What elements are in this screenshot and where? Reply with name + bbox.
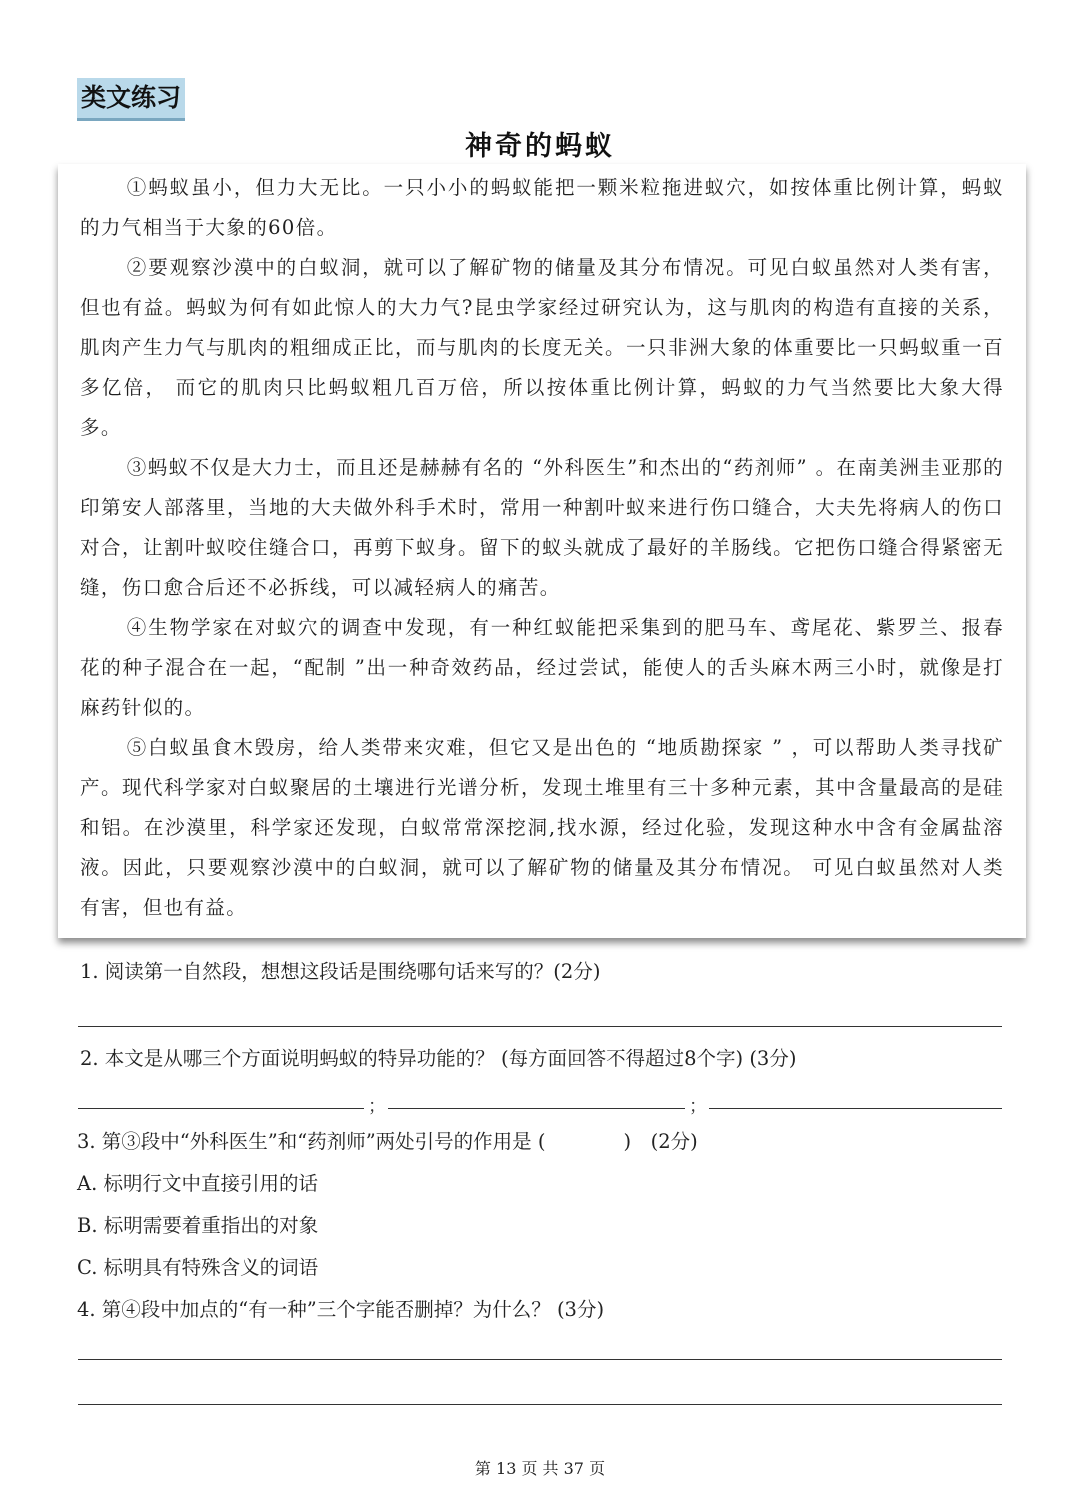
page-number-footer: 第 13 页 共 37 页 <box>474 1459 606 1478</box>
paragraph-4: ④生物学家在对蚁穴的调查中发现，有一种红蚁能把采集到的肥马车、鸢尾花、紫罗兰、报春花的种子混合在一起，“配制 ”出一种奇效药品，经过尝试，能使人的舌头麻木两三小时，就像是打麻药针似的。 <box>80 616 1004 719</box>
section-tag: 类文练习 <box>77 78 185 121</box>
question-1: 1. 阅读第一自然段，想想这段话是围绕哪句话来写的？(2分) <box>80 960 601 983</box>
passage-box <box>58 164 1026 938</box>
paragraph-2: ②要观察沙漠中的白蚁洞，就可以了解矿物的储量及其分布情况。可见白蚁虽然对人类有害，但也有益。蚂蚁为何有如此惊人的大力气?昆虫学家经过研究认为，这与肌肉的构造有直接的关系，肌肉产生力气与肌肉的粗细成正比，而与肌肉的长度无关。一只非洲大象的体重要比一只蚂蚁重一百多亿倍， 而它的肌肉只比蚂蚁粗几百万倍，所以按体重比例计算，蚂蚁的力气当然要比大象大得多。 <box>80 256 1004 439</box>
passage-title: 神奇的蚂蚁 <box>465 131 615 162</box>
answer-line-4a[interactable] <box>78 1359 1002 1360</box>
paragraph-5: ⑤白蚁虽食木毁房，给人类带来灾难，但它又是出色的 “地质勘探家 ” ，可以帮助人类寻找矿产。现代科学家对白蚁聚居的土壤进行光谱分析，发现土堆里有三十多种元素，其中含量最高的是硅和铝。在沙漠里，科学家还发现，白蚁常常深挖洞,找水源，经过化验，发现这种水中含有金属盐溶液。因此，只要观察沙漠中的白蚁洞，就可以了解矿物的储量及其分布情况。 可见白蚁虽然对人类有害，但也有益。 <box>80 736 1004 919</box>
paragraph-3: ③蚂蚁不仅是大力士，而且还是赫赫有名的 “外科医生”和杰出的“药剂师” 。在南美洲圭亚那的印第安人部落里，当地的大夫做外科手术时，常用一种割叶蚁来进行伤口缝合，大夫先将病人的伤口对合，让割叶蚁咬住缝合口，再剪下蚁身。留下的蚁头就成了最好的羊肠线。它把伤口缝合得紧密无缝，伤口愈合后还不必拆线，可以减轻病人的痛苦。 <box>80 456 1004 599</box>
separator-semicolon: ； <box>689 1096 707 1117</box>
option-b[interactable]: B. 标明需要着重指出的对象 <box>77 1214 319 1237</box>
question-3: 3. 第③段中“外科医生”和“药剂师”两处引号的作用是 ( ) (2分) <box>77 1130 698 1153</box>
answer-line-2c[interactable] <box>709 1108 1002 1109</box>
answer-line-2b[interactable] <box>388 1108 685 1109</box>
question-2: 2. 本文是从哪三个方面说明蚂蚁的特异功能的？ (每方面回答不得超过8个字) (3分) <box>80 1047 797 1070</box>
question-4: 4. 第④段中加点的“有一种”三个字能否删掉？为什么？ (3分) <box>77 1298 605 1321</box>
answer-line-2a[interactable] <box>78 1108 364 1109</box>
separator-semicolon: ； <box>368 1096 386 1117</box>
answer-line-4b[interactable] <box>78 1404 1002 1405</box>
answer-line-1[interactable] <box>78 1026 1002 1027</box>
option-a[interactable]: A. 标明行文中直接引用的话 <box>77 1172 318 1195</box>
paragraph-1: ①蚂蚁虽小，但力大无比。一只小小的蚂蚁能把一颗米粒拖进蚁穴，如按体重比例计算，蚂蚁的力气相当于大象的60倍。 <box>80 176 1004 239</box>
option-c[interactable]: C. 标明具有特殊含义的词语 <box>77 1256 319 1279</box>
